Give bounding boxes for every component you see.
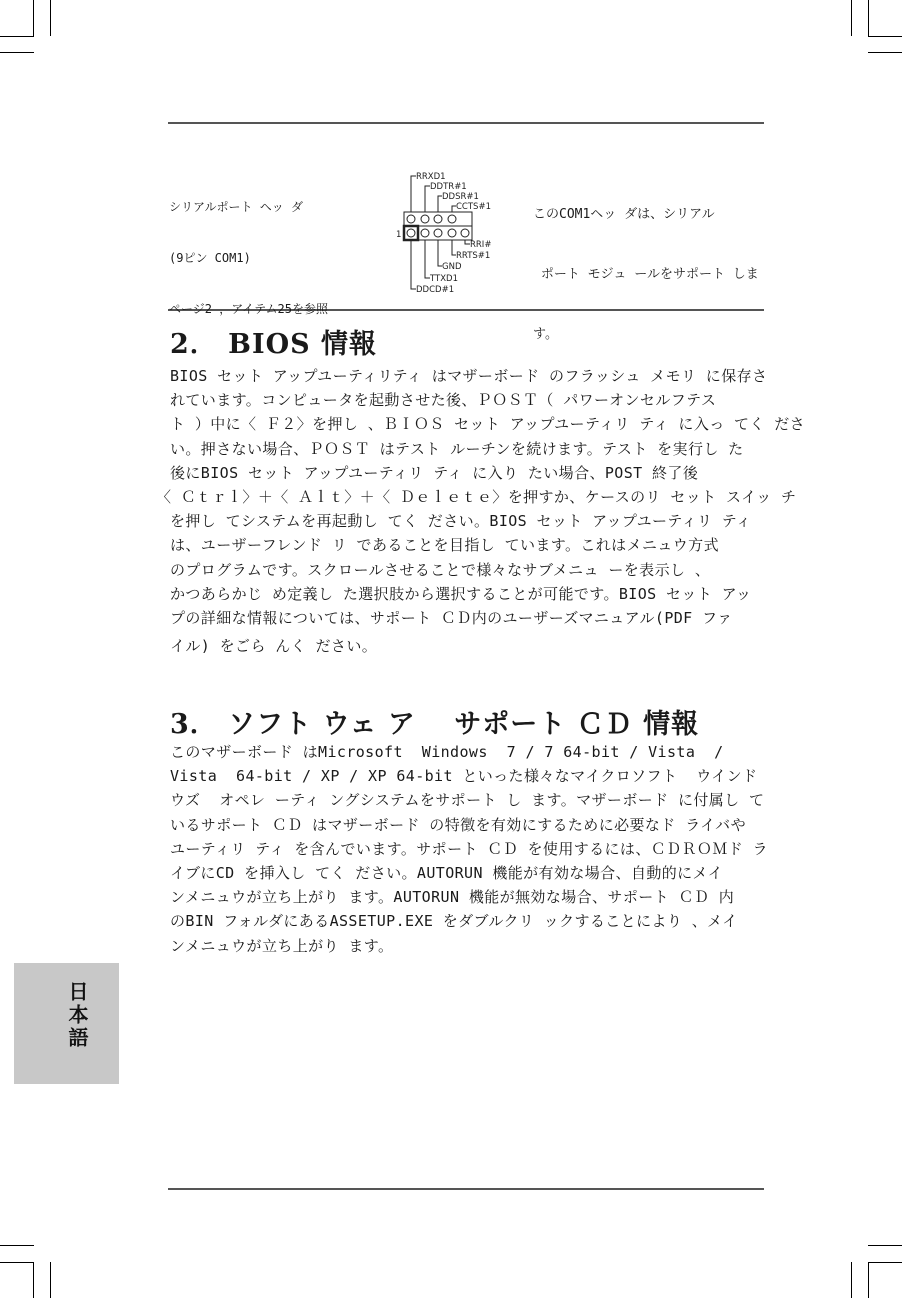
crop-mark-tr-v2 bbox=[868, 0, 869, 36]
note-line: ポート モジュ ールをサポート しま bbox=[533, 267, 759, 282]
body-line: ユーティリ ティ を含んでいます。サポート ＣＤ を使用するには、ＣＤＲＯＭド ラ bbox=[170, 839, 768, 858]
pin-label-gnd: GND bbox=[442, 262, 462, 272]
section2-heading: 2． BIOS 情報 bbox=[170, 329, 378, 360]
crop-mark-bl-v bbox=[33, 1262, 34, 1298]
body-line: ト ）中に〈 Ｆ２〉を押し 、ＢＩＯＳ セット アップユーティリ ティ に入っ てく ださ bbox=[170, 415, 806, 434]
crop-mark-tr-h2 bbox=[868, 52, 902, 53]
crop-mark-bl-v2 bbox=[50, 1262, 51, 1298]
body-line: プの詳細な情報については、サポート ＣＤ内のユーザーズマニュアル(PDF ファ bbox=[170, 609, 733, 628]
body-line: イブにCD を挿入し てく ださい。AUTORUN 機能が有効な場合、自動的にメイ bbox=[170, 864, 724, 883]
crop-mark-bl-h bbox=[0, 1245, 34, 1246]
crop-mark-tl-h2 bbox=[0, 52, 34, 53]
pin-label-ddsr1: DDSR#1 bbox=[442, 192, 479, 202]
body-line: このマザーボード はMicrosoft Windows 7 / 7 64-bit / Vista / bbox=[170, 743, 724, 761]
section3-heading: 3． ソフト ウェ ア サポート ＣＤ 情報 bbox=[170, 709, 700, 740]
body-line: ウズ オペレ ーティ ングシステムをサポート し ます。マザーボード に付属し て bbox=[170, 791, 765, 810]
com-header-diagram bbox=[390, 166, 510, 294]
body-line: BIOS セット アップユーティリティ はマザーボード のフラッシュ メモリ に保存さ bbox=[170, 367, 768, 385]
crop-mark-br-h bbox=[868, 1245, 902, 1246]
crop-mark-br-v bbox=[851, 1262, 852, 1298]
body-line: は、ユーザーフレンド リ であることを目指し ています。これはメニュウ方式 bbox=[170, 536, 719, 555]
caption-line: (9ピン COM1) bbox=[169, 251, 251, 265]
crop-mark-tl-h bbox=[0, 36, 34, 37]
pin-label-rri: RRI# bbox=[470, 240, 492, 250]
crop-mark-bl-h2 bbox=[0, 1262, 34, 1263]
crop-mark-br-v2 bbox=[868, 1262, 869, 1298]
crop-mark-tr-v bbox=[851, 0, 852, 36]
body-line: 後にBIOS セット アップユーティリ ティ に入り たい場合、POST 終了後 bbox=[170, 463, 699, 482]
bottom-rule bbox=[168, 1188, 764, 1190]
pin-label-ddcd1: DDCD#1 bbox=[416, 285, 455, 294]
body-line: のプログラムです。スクロールさせることで様々なサブメニュ ーを表示し 、 bbox=[170, 560, 711, 579]
body-line: Vista 64-bit / XP / XP 64-bit といった様々なマイクロソフト ウインド bbox=[170, 767, 758, 786]
pin-label-ccts1: CCTS#1 bbox=[456, 202, 491, 212]
note-line: す。 bbox=[533, 327, 558, 342]
crop-mark-br-h2 bbox=[868, 1262, 902, 1263]
body-line: れています。コンピュータを起動させた後、ＰＯＳＴ（ パワーオンセルフテス bbox=[170, 391, 717, 410]
top-rule bbox=[168, 122, 764, 124]
pin1-label: 1 bbox=[396, 230, 402, 240]
body-line: を押し てシステムを再起動し てく ださい。BIOS セット アップユーティリ ティ bbox=[170, 512, 752, 531]
body-line: ンメニュウが立ち上がり ます。AUTORUN 機能が無効な場合、サポート ＣＤ 内 bbox=[170, 888, 735, 907]
pin-label-rrxd1: RRXD1 bbox=[416, 172, 446, 182]
pin-label-rrts1: RRTS#1 bbox=[456, 251, 491, 261]
note-line: このCOM1ヘッ ダは、シリアル bbox=[533, 207, 715, 222]
crop-mark-tr-h bbox=[868, 36, 902, 37]
body-line: 〈 Ｃｔｒｌ〉＋〈 Ａｌｔ〉＋〈 Ｄｅｌｅｔｅ〉を押すか、ケースのリ セット スイッ チ bbox=[156, 488, 797, 507]
language-tab-label: 日本語 bbox=[65, 981, 89, 1050]
body-line: いるサポート ＣＤ はマザーボード の特徴を有効にするために必要なド ライバや bbox=[170, 815, 746, 834]
body-line: い。押さない場合、ＰＯＳＴ はテスト ルーチンを続けます。テスト を実行し た bbox=[170, 439, 744, 458]
crop-mark-tl-v bbox=[33, 0, 34, 36]
caption-line: ページ2 ，アイテム25を参照 bbox=[169, 302, 328, 316]
body-line: ンメニュウが立ち上がり ます。 bbox=[170, 936, 394, 955]
section2-body bbox=[156, 364, 806, 658]
pin-label-ttxd1: TTXD1 bbox=[430, 274, 459, 284]
body-line: のBIN フォルダにあるASSETUP.EXE をダブルクリ ックすることにより 、メイ bbox=[170, 912, 738, 931]
section3-body bbox=[170, 740, 768, 958]
pin-label-ddtr1: DDTR#1 bbox=[430, 182, 467, 192]
body-line: イル) をごら んく ださい。 bbox=[170, 637, 378, 656]
crop-mark-tl-v2 bbox=[50, 0, 51, 36]
body-line: かつあらかじ め定義し た選択肢から選択することが可能です。BIOS セット アッ bbox=[170, 584, 752, 603]
caption-line: シリアルポート ヘッ ダ bbox=[169, 200, 303, 214]
com-header-note bbox=[533, 165, 759, 365]
language-side-tab bbox=[14, 963, 119, 1084]
com-header-caption bbox=[169, 165, 328, 335]
pin1-marker bbox=[404, 226, 418, 240]
